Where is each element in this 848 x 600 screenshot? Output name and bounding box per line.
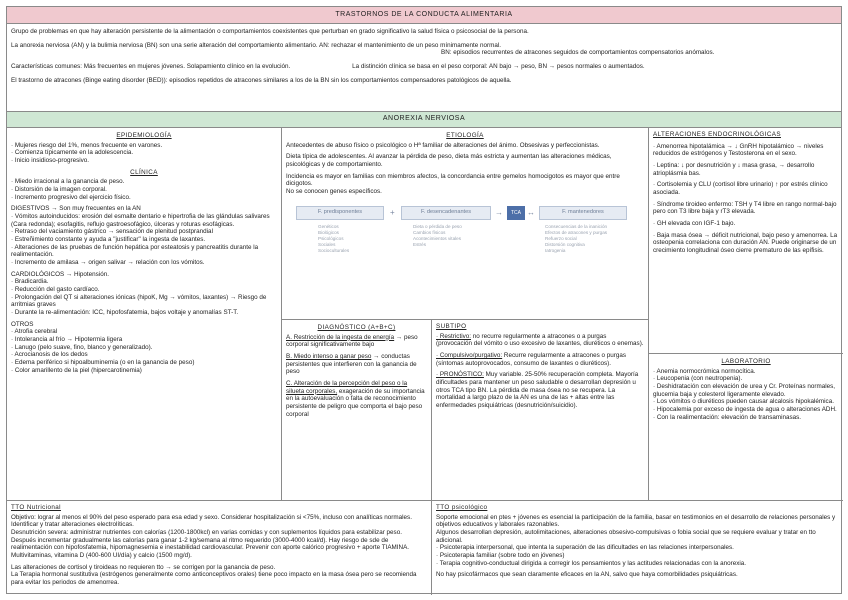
endocrino-item: · Amenorrea hipotalámica → ↓ GnRH hipotalámico → niveles reducidos de estrógenos y Testosterona en el sexo. <box>653 142 824 158</box>
document-title: TRASTORNOS DE LA CONDUCTA ALIMENTARIA <box>7 7 841 24</box>
flow-mantenedores-list: Consecuencias de la inanición Efectos de atracones y purgas Refuerzo social Distorsión cognitiva Iatrogenia <box>545 223 608 254</box>
etiologia-section <box>282 128 649 320</box>
endocrino-section <box>649 128 843 354</box>
etiologia-line: No se conocen genes específicos. <box>286 188 382 196</box>
laboratorio-line: · Hipocalemia por exceso de ingesta de agua o alteraciones ADH. <box>653 406 837 414</box>
diagnostico-criterion-a: A. Restricción de la ingesta de energía → peso corporal significativamente bajo <box>286 333 418 349</box>
epidemiologia-heading: EPIDEMIOLOGÍA <box>116 132 172 139</box>
otros-line: · Acrocianosis de los dedos <box>11 351 88 359</box>
etiologia-line: Antecedentes de abuso físico o psicológico o Hª familiar de alteraciones del ánimo. Obsesivas y perfeccionistas. <box>286 141 600 149</box>
tto-nutricional-line: Objetivo: lograr al menos el 90% del peso esperado para esa edad y sexo. Considerar hospitalización si <75%, incluso con analíticas normales. Identificar y tratar alteraciones electrolíticas. <box>11 513 412 529</box>
diagnostico-heading: DIAGNÓSTICO (A+B+C) <box>317 324 396 331</box>
pronostico: · PRONÓSTICO: Muy variable. 25-50% recuperación completa. Mayoría dificultades para mantener un peso saludable o desarrollan depresión u otros TCA tipo BN. La pérdida de masa ósea no se recupera. La mortalidad a largo plazo de la AN es una de las + altas entre las enfermedades psiquiátricas (desnutrición/suicidio). <box>436 371 639 410</box>
laboratorio-line: · Los vómitos o diuréticos pueden causar alcalosis hipokalémica. <box>653 398 834 406</box>
endocrino-item: · Cortisolemia y CLU (cortisol libre urinario) ↑ por estrés clínico asociada. <box>653 181 828 197</box>
intro-common: Características comunes: Más frecuentes en mujeres jóvenes. Solapamiento clínico en la evolución. La distinción clínica se basa en el peso corporal: AN bajo → peso, BN → pesos normales o aumentados. <box>11 63 645 71</box>
epidemiologia-line: · Inicio insidioso-progresivo. <box>11 157 90 165</box>
tto-psicologico-line: · Terapia cognitivo-conductual dirigida a corregir los pensamientos y las actitudes relacionadas con la anorexia. <box>436 559 747 567</box>
flow-desencadenantes-list: Dieta o pérdida de peso Cambios físicos Acontecimientos vitales Estrés <box>413 223 462 248</box>
cardio-line: · Reducción del gasto cardíaco. <box>11 286 100 294</box>
digestivos-heading: DIGESTIVOS → Son muy frecuentes en la AN <box>11 205 141 213</box>
subtipo-restrictivo: · Restrictivo: no recurre regularmente a atracones o a purgas (provocación del vómito o uso excesivo de laxantes, diuréticos o enemas). <box>436 332 644 348</box>
tto-psicologico-line: Algunos desarrollan depresión, autolimitaciones, alteraciones obsesivo-compulsivas o fobia social que se requiere evaluar y tratar en tto adicional. <box>436 529 816 544</box>
endocrino-item: · GH elevada con IGF-1 bajo. <box>653 220 736 228</box>
subtipo-section <box>432 320 649 501</box>
tto-psicologico-section <box>432 501 843 595</box>
laboratorio-line: · Con la realimentación: elevación de transaminasas. <box>653 413 802 421</box>
epidemiologia-line: · Comienza típicamente en la adolescencia. <box>11 149 134 157</box>
digestivos-line: · Estreñimiento constante y ayuda a "justificar" la ingesta de laxantes. <box>11 236 206 244</box>
clinica-line: · Incremento progresivo del ejercicio físico. <box>11 193 131 201</box>
etiologia-line: Dieta típica de adolescentes. Al avanzar la pérdida de peso, dieta más estricta y aumentan las alteraciones médicas, psicológicas y de comportamiento. <box>286 153 612 169</box>
digestivos-line: · Alteraciones de las pruebas de función hepática por esteatosis y pancreatitis durante la realimentación. <box>11 243 259 259</box>
clinica-heading: CLÍNICA <box>130 168 158 176</box>
endocrino-item: · Síndrome tiroideo enfermo: TSH y T4 libre en rango normal-bajo pero con T3 libre baja y rT3 elevada. <box>653 200 837 216</box>
anorexia-band: ANOREXIA NERVIOSA <box>7 111 841 128</box>
digestivos-line: · Vómitos autoinducidos: erosión del esmalte dentario e hipertrofia de las glándulas salivares (Cara redonda); esofagitis, reflujo gastroesofágico, úlceras y roturas esofágicas. <box>11 213 270 228</box>
laboratorio-line: · Leucopenia (con neutropenia). <box>653 375 743 383</box>
cardio-heading: CARDIOLÓGICOS → Hipotensión. <box>11 270 109 278</box>
subtipo-compulsivo: · Compulsivo/purgativo: Recurre regularmente a atracones o purgas (síntomas autoprovocados, consumo de laxantes o diuréticos). <box>436 352 627 367</box>
laboratorio-heading: LABORATORIO <box>721 358 771 365</box>
cheat-sheet <box>6 6 842 594</box>
etiologia-line: Incidencia es mayor en familias con miembros afectos, la concordancia entre gemelos homocigotos es mayor que entre dicigotos. <box>286 172 620 188</box>
tto-psicologico-heading: TTO psicológico <box>436 504 488 511</box>
otros-line: · Intolerancia al frío → Hipotermia ligera <box>11 336 123 344</box>
flow-box-desencadenantes: F. desencadenantes <box>401 206 491 220</box>
etiologia-heading: ETIOLOGÍA <box>446 132 484 139</box>
flow-box-mantenedores: F. mantenedores <box>539 206 627 220</box>
diagnostico-criterion-c: C. Alteración de la percepción del peso o la silueta corporales, exageración de su importancia en la autoevaluación o falta de reconocimiento persistente de peligro que comporta el bajo peso corporal <box>286 380 425 418</box>
tto-psicologico-line: · Psicoterapia interpersonal, que intenta la superación de las dificultades en las relaciones interpersonales. <box>436 544 734 552</box>
intro-bed: El trastorno de atracones (Binge eating disorder (BED)): episodios repetidos de atracones similares a los de la BN sin los comportamientos compensadores patológicos de aquella. <box>11 76 512 84</box>
flow-box-tca: TCA <box>507 206 525 220</box>
tto-nutricional-line: La Terapia hormonal sustitutiva (estrógenos generalmente como anticonceptivos orales) tiene poco impacto en la masa ósea pero se recomienda para evitar los periodos de amenorrea. <box>11 571 417 587</box>
subtipo-heading: SUBTIPO <box>436 323 467 330</box>
tto-nutricional-line: Las alteraciones de cortisol y tiroideas no requieren tto → se corrigen por la ganancia de peso. <box>11 563 276 571</box>
tto-psicologico-line: No hay psicofármacos que sean claramente eficaces en la AN, salvo que haya comorbilidades psiquiátricas. <box>436 571 738 579</box>
laboratorio-line: · Deshidratación con elevación de urea y Cr. Proteínas normales, glucemia baja y colesterol ligeramente elevado. <box>653 383 836 398</box>
tto-nutricional-heading: TTO Nutricional <box>11 504 61 511</box>
laboratorio-section <box>649 354 843 501</box>
tto-nutricional-line: Multivitaminas, vitamina D (400-600 UI/día) y calcio (1500 mg/d). <box>11 552 192 560</box>
tto-nutricional-line: Desnutrición severa: administrar nutrientes con calorías (1200-1800kcl) en varias comidas y con suplementos líquidos para estabilizar peso. Después incrementar gradualmente las calorías para ganar 1-2 kg/semana al ritmo requerido (3000-4000 kcal/d). Hay riesgo de sde de realimentación con hipofosfatemia, hipomagnesemia e inestabilidad cardiovascular. Prevenir con aporte calórico progresivo + aporte TIAMINA. <box>11 529 410 552</box>
endocrino-item: · Leptina: ↓ por desnutrición y ↓ masa grasa, → desarrollo atrioplásmia bas. <box>653 162 815 177</box>
clinica-line: · Miedo irracional a la ganancia de peso. <box>11 178 125 186</box>
diagnostico-section <box>282 320 432 501</box>
intro-definition: Grupo de problemas en que hay alteración persistente de la alimentación o comportamientos coexistentes que perturban en grado significativo la salud física o psicosocial de la persona. <box>11 28 529 35</box>
flow-box-predisponentes: F. predisponentes <box>296 206 384 220</box>
etiologia-flow-diagram <box>286 200 644 266</box>
digestivos-line: · Incremento de amilasa → origen salivar → relación con los vómitos. <box>11 259 205 267</box>
clinica-line: · Distorsión de la imagen corporal. <box>11 186 107 194</box>
otros-line: · Lanugo (pelo suave, fino, blanco y generalizado). <box>11 343 153 351</box>
flow-plus: + <box>390 207 395 217</box>
otros-line: · Color amarillento de la piel (hipercarotinemia) <box>11 366 142 374</box>
tto-nutricional-section <box>7 501 432 595</box>
flow-predisponentes-list: Genéticos Biológicos Psicológicos Sociales Socioculturales <box>318 223 350 254</box>
otros-line: · Atrofia cerebral <box>11 328 58 336</box>
epidemiologia-line: · Mujeres riesgo del 1%, menos frecuente en varones. <box>11 141 163 149</box>
intro-an-bn: La anorexia nerviosa (AN) y la bulimia nerviosa (BN) son una serie alteración del comportamiento alimentario. AN: rechazar el mantenimiento de un peso mínimamente normal. BN: episodios recurrentes de atracones seguidos de comportamientos compensatorios anómalos. <box>11 41 715 57</box>
diagnostico-criterion-b: B. Miedo intenso a ganar peso → conductas persistentes que interfieren con la ganancia de peso <box>286 353 417 376</box>
flow-arrow-both: ↔ <box>527 207 535 217</box>
otros-line: · Edema periférico si hipoalbuminemia (o en la ganancia de peso) <box>11 359 195 367</box>
cardio-line: · Prolongación del QT si alteraciones iónicas (hipoK, Mg → vómitos, laxantes) → Riesgo de arritmias graves <box>11 293 267 309</box>
endocrino-heading: ALTERACIONES ENDOCRINOLÓGICAS <box>653 131 781 138</box>
left-column <box>7 128 282 501</box>
laboratorio-line: · Anemia normocrómica normocítica. <box>653 367 756 375</box>
endocrino-item: · Baja masa ósea → déficit nutricional, bajo peso y amenorrea. La osteopenia correlaciona con duración AN. Puede originarse de un crecimiento longitudinal óseo cierre prematuro de las epífisis. <box>653 231 838 255</box>
tto-psicologico-line: · Psicoterapia familiar (sobre todo en jóvenes) <box>436 552 565 560</box>
otros-heading: OTROS <box>11 320 34 328</box>
cardio-line: · Bradicardia. <box>11 278 49 286</box>
flow-arrow-right: → <box>495 207 503 217</box>
intro-section <box>11 28 839 90</box>
cardio-line: · Durante la re-alimentación: ICC, hipofosfatemia, bajos voltaje y anomalías ST-T. <box>11 309 239 317</box>
tto-psicologico-line: Soporte emocional en ptes + jóvenes es esencial la participación de la familia, basar en testimonios en el desarrollo de relaciones personales y objetivos educativos y laborales razonables. <box>436 513 836 529</box>
digestivos-line: · Retraso del vaciamiento gástrico → sensación de plenitud postprandial <box>11 228 213 236</box>
